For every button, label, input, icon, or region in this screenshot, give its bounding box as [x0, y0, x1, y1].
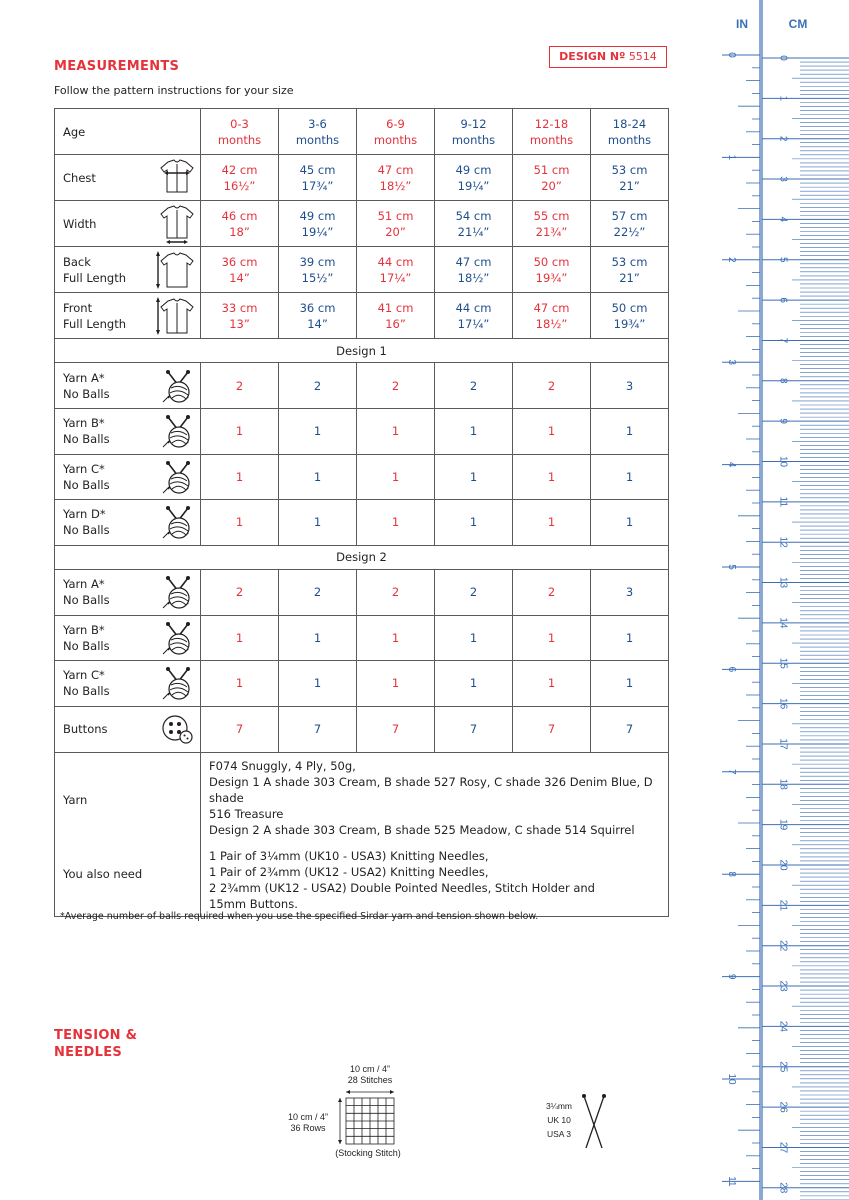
- measurement-cell: [357, 201, 435, 247]
- measurement-inch: 18½”: [535, 316, 568, 331]
- measurement-cm: 49 cm: [455, 162, 492, 177]
- swatch-stitch-type: (Stocking Stitch): [335, 1148, 401, 1158]
- yarn-balls-label: No Balls: [63, 638, 110, 653]
- ruler-cm-number: 8: [777, 378, 789, 384]
- ruler-cm-number: 3: [777, 176, 789, 182]
- measurements-heading: MEASUREMENTS: [54, 59, 180, 74]
- ruler-cm-number: 5: [777, 256, 789, 263]
- measurement-inch: 21”: [619, 270, 640, 285]
- measurement-cell: [279, 293, 357, 339]
- measurement-cm: 41 cm: [377, 300, 414, 315]
- yarn-line: Design 2 A shade 303 Cream, B shade 525 Meadow, C shade 514 Squirrel: [209, 822, 635, 837]
- age-range: 6-9: [386, 116, 405, 131]
- ruler-cm-number: 11: [777, 496, 789, 508]
- ruler-cm-number: 14: [777, 617, 789, 629]
- yarn-balls-label: No Balls: [63, 386, 110, 401]
- measurement-cm: 46 cm: [221, 208, 258, 223]
- ruler-cm-number: 4: [777, 216, 789, 223]
- yarn-balls-label: No Balls: [63, 684, 110, 699]
- ruler-inch-number: 3: [726, 359, 737, 365]
- yarn-name: Yarn B*: [63, 416, 105, 431]
- measurement-inch: 21¾”: [535, 224, 568, 239]
- measurement-cm: 47 cm: [377, 162, 414, 177]
- yarn-name: Yarn C*: [63, 461, 105, 476]
- ruler-inch-number: 8: [726, 871, 737, 877]
- ruler-cm-number: 2: [777, 135, 789, 142]
- measurement-inch: 21”: [619, 178, 640, 193]
- ruler-cm-number: 28: [777, 1182, 789, 1194]
- measurement-cm: 50 cm: [611, 300, 648, 315]
- also-need-label: You also need: [63, 867, 143, 881]
- intro-text: Follow the pattern instructions for your size: [54, 84, 294, 97]
- measurement-cell: [435, 201, 513, 247]
- front-length-icon: [154, 295, 194, 337]
- measurement-cm: 57 cm: [611, 208, 648, 223]
- design1-title-row: [55, 339, 669, 363]
- age-cell: [513, 109, 591, 155]
- measurement-label-line2: Full Length: [63, 270, 126, 285]
- measurement-inch: 18½”: [379, 178, 412, 193]
- measurement-cm: 36 cm: [221, 254, 258, 269]
- ruler-inch-number: 10: [726, 1073, 737, 1085]
- needle-usa-text: USA 3: [546, 1129, 572, 1139]
- yarn-label: [55, 454, 201, 500]
- ball-count: 1: [279, 454, 357, 500]
- measurement-label: [55, 201, 201, 247]
- measurement-cell: [201, 247, 279, 293]
- measurement-label-line1: Front: [63, 300, 93, 315]
- ball-count: 1: [591, 409, 669, 455]
- measurement-inch: 17¼”: [457, 316, 490, 331]
- ball-count: 1: [201, 615, 279, 661]
- ball-count: 1: [357, 409, 435, 455]
- yarn-label: [55, 661, 201, 707]
- ball-count: 2: [357, 363, 435, 409]
- button-count: 7: [513, 706, 591, 752]
- ball-count: 1: [435, 661, 513, 707]
- measurement-cell: [591, 201, 669, 247]
- age-unit: months: [607, 132, 652, 147]
- design2-title-row: [55, 545, 669, 569]
- ball-count: 1: [435, 409, 513, 455]
- ruler-cm-label: CM: [788, 17, 808, 31]
- back-length-icon: [154, 249, 194, 291]
- measurement-cell: [513, 155, 591, 201]
- measurement-inch: 18½”: [457, 270, 490, 285]
- yarn-row: [55, 363, 669, 409]
- ball-count: 1: [201, 409, 279, 455]
- knitting-needles-icon: [580, 1092, 608, 1152]
- ruler-inch-number: 4: [726, 461, 737, 468]
- ball-count: 2: [201, 569, 279, 615]
- measurement-cell: [201, 293, 279, 339]
- ball-count: 1: [357, 500, 435, 546]
- age-cell: [279, 109, 357, 155]
- design-number-label: DESIGN Nº: [559, 50, 626, 63]
- age-cell: [591, 109, 669, 155]
- measurement-inch: 17¾”: [301, 178, 334, 193]
- ball-count: 2: [279, 363, 357, 409]
- measurement-inch: 19¼”: [301, 224, 334, 239]
- measurement-label-line1: Chest: [63, 170, 96, 185]
- ball-count: 1: [591, 454, 669, 500]
- measurement-cell: [591, 155, 669, 201]
- measurement-cm: 47 cm: [455, 254, 492, 269]
- yarn-label: [55, 615, 201, 661]
- measurement-inch: 14”: [229, 270, 250, 285]
- measurement-cm: 49 cm: [299, 208, 336, 223]
- also-need-line: 1 Pair of 2¾mm (UK12 - USA2) Knitting Needles,: [209, 864, 489, 879]
- ruler-in-label: IN: [736, 17, 748, 31]
- measurement-label: [55, 293, 201, 339]
- swatch-height-label: [278, 1112, 338, 1134]
- ball-count: 1: [591, 615, 669, 661]
- ball-count: 2: [435, 363, 513, 409]
- design1-title: Design 1: [55, 339, 669, 363]
- ball-count: 1: [435, 615, 513, 661]
- ruler-cm-number: 25: [777, 1061, 789, 1073]
- ball-count: 1: [591, 500, 669, 546]
- ball-count: 1: [357, 661, 435, 707]
- ball-count: 1: [513, 500, 591, 546]
- ball-count: 1: [201, 661, 279, 707]
- yarn-label: [55, 569, 201, 615]
- yarn-label: [55, 409, 201, 455]
- yarn-name: Yarn C*: [63, 668, 105, 683]
- yarn-name: Yarn A*: [63, 577, 105, 591]
- yarn-row: [55, 569, 669, 615]
- button-count: 7: [279, 706, 357, 752]
- measurement-inch: 14”: [307, 316, 328, 331]
- measurement-inch: 20”: [541, 178, 562, 193]
- ruler-cm-number: 9: [777, 418, 789, 424]
- age-cell: [357, 109, 435, 155]
- ball-count: 1: [279, 500, 357, 546]
- yarn-balls-label: No Balls: [63, 477, 110, 492]
- measurement-inch: 19¾”: [535, 270, 568, 285]
- ball-count: 1: [279, 615, 357, 661]
- ruler-inch-number: 0: [726, 52, 737, 58]
- measurement-label: [55, 155, 201, 201]
- age-range: 18-24: [612, 116, 647, 131]
- design-number: 5514: [628, 50, 657, 63]
- measurement-inch: 16”: [385, 316, 406, 331]
- tension-heading-line1: TENSION &: [54, 1028, 138, 1043]
- measurement-cm: 33 cm: [221, 300, 258, 315]
- measurement-inch: 16½”: [223, 178, 256, 193]
- age-range: 3-6: [308, 116, 327, 131]
- yarn-row: [55, 409, 669, 455]
- also-need-line: 15mm Buttons.: [209, 896, 298, 911]
- swatch-stitches-text: 28 Stitches: [347, 1075, 393, 1085]
- ruler-cm-number: 16: [777, 698, 789, 710]
- ruler-cm-number: 20: [777, 859, 789, 871]
- measurement-cm: 51 cm: [377, 208, 414, 223]
- yarn-ball-icon: [162, 459, 194, 495]
- measurement-cm: 51 cm: [533, 162, 570, 177]
- ruler-cm-number: 13: [777, 576, 789, 589]
- ruler-cm-number: 6: [777, 297, 789, 303]
- yarn-ball-icon: [162, 665, 194, 701]
- design2-title: Design 2: [55, 545, 669, 569]
- ball-count: 3: [591, 363, 669, 409]
- ruler-cm-number: 12: [777, 536, 789, 548]
- yarn-ball-icon: [162, 620, 194, 656]
- measurement-row: [55, 201, 669, 247]
- ruler-cm-number: 18: [777, 778, 789, 790]
- ball-count: 1: [201, 454, 279, 500]
- ball-count: 2: [513, 569, 591, 615]
- ruler-cm-number: 0: [777, 55, 789, 61]
- yarn-balls-label: No Balls: [63, 593, 110, 607]
- buttons-label-text: Buttons: [63, 722, 108, 736]
- yarn-label: [55, 500, 201, 546]
- measurement-inch: 20”: [385, 224, 406, 239]
- age-unit: months: [451, 132, 496, 147]
- measurement-inch: 19¼”: [457, 178, 490, 193]
- measurement-cm: 54 cm: [455, 208, 492, 223]
- yarn-name: Yarn B*: [63, 622, 105, 637]
- measurement-cell: [591, 293, 669, 339]
- measurement-cm: 42 cm: [221, 162, 258, 177]
- yarn-ball-icon: [162, 368, 194, 404]
- ruler-cm-number: 17: [777, 738, 789, 750]
- measurement-row: [55, 155, 669, 201]
- measurement-cell: [357, 247, 435, 293]
- measurement-cm: 39 cm: [299, 254, 336, 269]
- tension-heading-line2: NEEDLES: [54, 1045, 123, 1060]
- measurement-inch: 19¾”: [613, 316, 646, 331]
- age-cell: [435, 109, 513, 155]
- footnote: *Average number of balls required when you use the specified Sirdar yarn and tension shown below.: [60, 911, 539, 922]
- measurement-cm: 53 cm: [611, 254, 648, 269]
- measurement-cm: 55 cm: [533, 208, 570, 223]
- yarn-name: Yarn A*: [63, 370, 105, 385]
- ball-count: 1: [513, 409, 591, 455]
- also-need-line: 2 2¾mm (UK12 - USA2) Double Pointed Needles, Stitch Holder and: [209, 880, 595, 895]
- yarn-line: 516 Treasure: [209, 806, 284, 821]
- measurement-inch: 18”: [229, 224, 250, 239]
- measurement-cm: 44 cm: [455, 300, 492, 315]
- yarn-line: F074 Snuggly, 4 Ply, 50g,: [209, 758, 356, 773]
- measurement-cell: [279, 247, 357, 293]
- yarn-balls-label: No Balls: [63, 432, 110, 447]
- yarn-ball-icon: [162, 413, 194, 449]
- ruler-inch-number: 5: [726, 564, 737, 570]
- button-count: 7: [591, 706, 669, 752]
- yarn-line: Design 1 A shade 303 Cream, B shade 527 Rosy, C shade 326 Denim Blue, D shade: [209, 774, 653, 805]
- buttons-icon: [160, 713, 194, 745]
- ruler-cm-number: 7: [777, 337, 789, 344]
- measurement-cell: [435, 293, 513, 339]
- measurement-cell: [513, 293, 591, 339]
- measurement-cell: [591, 247, 669, 293]
- measurement-inch: 22½”: [613, 224, 646, 239]
- measurement-cell: [279, 201, 357, 247]
- tension-heading: [54, 1027, 137, 1061]
- measurement-cm: 47 cm: [533, 300, 570, 315]
- ruler-cm-number: 15: [777, 657, 789, 669]
- yarn-ball-icon: [162, 574, 194, 610]
- measurement-cell: [513, 247, 591, 293]
- age-row: [55, 109, 669, 155]
- needle-size-label: [534, 1101, 584, 1140]
- ball-count: 1: [435, 454, 513, 500]
- button-count: 7: [201, 706, 279, 752]
- width-measure-icon: [160, 204, 194, 244]
- measurement-cell: [435, 247, 513, 293]
- size-table: [54, 108, 669, 917]
- ball-count: 2: [357, 569, 435, 615]
- ruler-cm-number: 27: [777, 1141, 789, 1154]
- measurement-row: [55, 293, 669, 339]
- measurement-cm: 45 cm: [299, 162, 336, 177]
- age-range: 0-3: [230, 116, 249, 131]
- ball-count: 1: [591, 661, 669, 707]
- ball-count: 1: [357, 615, 435, 661]
- button-count: 7: [435, 706, 513, 752]
- notes-labels: [55, 752, 201, 916]
- ruler-cm-number: 19: [777, 819, 789, 831]
- yarn-row: [55, 615, 669, 661]
- yarn-row: [55, 454, 669, 500]
- ball-count: 1: [279, 661, 357, 707]
- yarn-row: [55, 661, 669, 707]
- yarn-name: Yarn D*: [63, 507, 106, 522]
- notes-row: [55, 752, 669, 916]
- chest-measure-icon: [160, 158, 194, 198]
- ruler: [708, 0, 849, 1200]
- yarn-balls-label: No Balls: [63, 523, 110, 538]
- design-number-box: [549, 46, 667, 68]
- ball-count: 2: [513, 363, 591, 409]
- measurement-cm: 50 cm: [533, 254, 570, 269]
- ball-count: 1: [513, 454, 591, 500]
- measurement-cell: [201, 155, 279, 201]
- ball-count: 1: [513, 615, 591, 661]
- ruler-cm-number: 1: [777, 95, 789, 102]
- swatch-height-text: 10 cm / 4”: [287, 1112, 328, 1122]
- also-need-line: 1 Pair of 3¼mm (UK10 - USA3) Knitting Needles,: [209, 848, 489, 863]
- ruler-inch-number: 9: [726, 973, 737, 980]
- age-unit: months: [373, 132, 418, 147]
- age-unit: months: [295, 132, 340, 147]
- ruler-inch-number: 11: [726, 1176, 737, 1187]
- ruler-inch-number: 2: [726, 257, 737, 263]
- ball-count: 2: [279, 569, 357, 615]
- yarn-label: Yarn: [63, 793, 88, 807]
- needle-mm-text: 3¼mm: [546, 1101, 572, 1111]
- ball-count: 1: [513, 661, 591, 707]
- notes-content: [201, 752, 669, 916]
- swatch-rows-text: 36 Rows: [290, 1123, 326, 1133]
- measurement-row: [55, 247, 669, 293]
- ruler-inch-number: 7: [726, 769, 737, 775]
- measurement-cell: [279, 155, 357, 201]
- needle-uk-text: UK 10: [547, 1115, 571, 1125]
- measurement-cell: [513, 201, 591, 247]
- swatch-width-label: [330, 1064, 410, 1086]
- measurement-cell: [357, 293, 435, 339]
- ruler-cm-number: 23: [777, 980, 789, 992]
- ruler-cm-number: 24: [777, 1020, 789, 1032]
- age-unit: months: [217, 132, 262, 147]
- yarn-ball-icon: [162, 504, 194, 540]
- yarn-row: [55, 500, 669, 546]
- ball-count: 1: [435, 500, 513, 546]
- buttons-row: [55, 706, 669, 752]
- ball-count: 1: [279, 409, 357, 455]
- measurement-label-line1: Back: [63, 254, 91, 269]
- age-unit: months: [529, 132, 574, 147]
- age-label: Age: [55, 109, 201, 155]
- ball-count: 2: [435, 569, 513, 615]
- ball-count: 1: [201, 500, 279, 546]
- measurement-label-line2: Full Length: [63, 316, 126, 331]
- ruler-cm-number: 26: [777, 1101, 789, 1113]
- measurement-cell: [435, 155, 513, 201]
- measurement-inch: 17¼”: [379, 270, 412, 285]
- measurement-cm: 53 cm: [611, 162, 648, 177]
- yarn-label: [55, 363, 201, 409]
- age-cell: [201, 109, 279, 155]
- measurement-inch: 21¼”: [457, 224, 490, 239]
- measurement-inch: 13”: [229, 316, 250, 331]
- measurement-inch: 15½”: [301, 270, 334, 285]
- ruler-inch-number: 6: [726, 666, 737, 673]
- measurement-label-line1: Width: [63, 216, 97, 231]
- ball-count: 1: [357, 454, 435, 500]
- measurement-label: [55, 247, 201, 293]
- age-range: 12-18: [534, 116, 569, 131]
- ruler-cm-number: 21: [777, 899, 789, 911]
- ruler-cm-number: 22: [777, 940, 789, 952]
- measurement-cm: 44 cm: [377, 254, 414, 269]
- age-range: 9-12: [460, 116, 487, 131]
- button-count: 7: [357, 706, 435, 752]
- swatch-width-text: 10 cm / 4”: [349, 1064, 390, 1074]
- tension-swatch-grid-icon: [336, 1088, 398, 1148]
- ball-count: 2: [201, 363, 279, 409]
- measurement-cell: [201, 201, 279, 247]
- measurement-cell: [357, 155, 435, 201]
- measurement-cm: 36 cm: [299, 300, 336, 315]
- ball-count: 3: [591, 569, 669, 615]
- ruler-inch-number: 1: [726, 154, 737, 161]
- buttons-label: [55, 706, 201, 752]
- ruler-cm-number: 10: [777, 455, 789, 468]
